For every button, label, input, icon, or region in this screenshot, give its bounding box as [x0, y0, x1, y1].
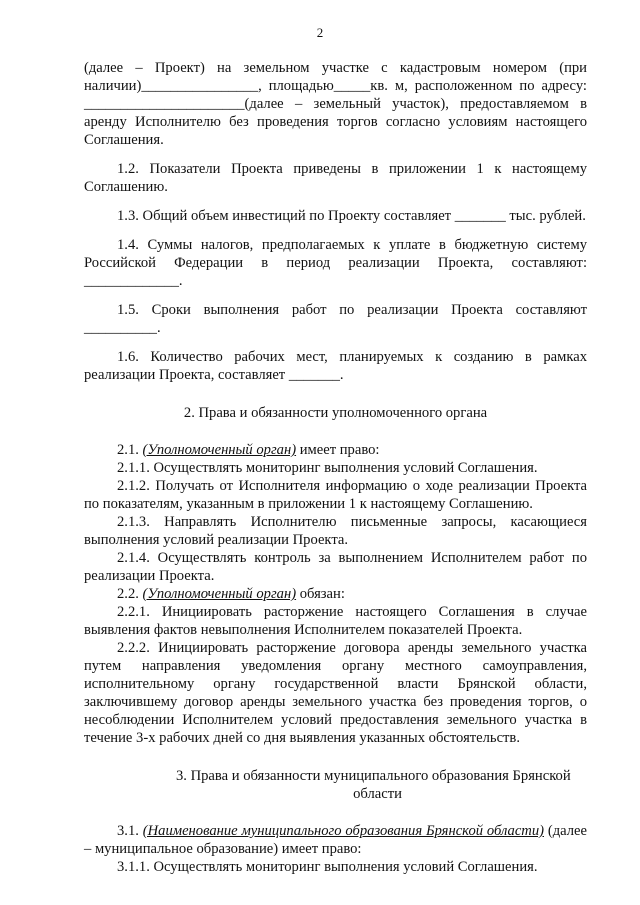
- paragraph-3-1-1: 3.1.1. Осуществлять мониторинг выполнения условий Соглашения.: [117, 859, 538, 875]
- paragraph-2-1-4: 2.1.4. Осуществлять контроль за выполнением Исполнителем работ по реализации Проекта.: [84, 550, 587, 584]
- paragraph-2-1: [84, 441, 587, 459]
- clause-number: 2.1.: [117, 442, 143, 458]
- paragraph-1-6: 1.6. Количество рабочих мест, планируемых к созданию в рамках реализации Проекта, составляет _______.: [84, 349, 587, 383]
- paragraph-3-1: [84, 822, 587, 858]
- section-heading-3: 3. Права и обязанности муниципального образования Брянской области: [176, 768, 571, 802]
- paragraph-1-2: 1.2. Показатели Проекта приведены в приложении 1 к настоящему Соглашению.: [84, 161, 587, 195]
- clause-number: 2.2.: [117, 586, 143, 602]
- paragraph-2-2-1: 2.2.1. Инициировать расторжение настоящего Соглашения в случае выявления фактов невыполнения Исполнителем показателей Проекта.: [84, 604, 587, 638]
- clause-text: (далее – муниципальное образование) имеет право:: [84, 823, 587, 857]
- paragraph-1-4: 1.4. Суммы налогов, предполагаемых к уплате в бюджетную систему Российской Федерации в период реализации Проекта, составляют: _____________.: [84, 237, 587, 289]
- document-body: [84, 59, 587, 876]
- clause-text: имеет право:: [296, 442, 380, 458]
- paragraph-2-1-2: 2.1.2. Получать от Исполнителя информацию о ходе реализации Проекта по показателям, указанным в приложении 1 к настоящему Соглашению.: [84, 478, 587, 512]
- page-number: 2: [316, 25, 324, 40]
- paragraph-2-2: [84, 585, 587, 603]
- section-heading-2: 2. Права и обязанности уполномоченного органа: [183, 405, 488, 421]
- authorized-body-placeholder: (Уполномоченный орган): [142, 442, 297, 458]
- paragraph-2-2-2: 2.2.2. Инициировать расторжение договора аренды земельного участка путем направления уведомления органу местного самоуправления, исполнительному органу государственной власти Брянской области, заключившему договор аренды земельного участка без проведения торгов, о несоблюдении Исполнителем условий предоставления земельного участка в течение 3-х рабочих дней со дня выявления указанных обстоятельств.: [84, 640, 587, 746]
- paragraph-1-3: 1.3. Общий объем инвестиций по Проекту составляет _______ тыс. рублей.: [117, 208, 586, 224]
- clause-text: обязан:: [296, 586, 345, 602]
- paragraph-2-1-3: 2.1.3. Направлять Исполнителю письменные запросы, касающиеся выполнения условий реализации Проекта.: [84, 514, 587, 548]
- municipality-name-placeholder: (Наименование муниципального образования Брянской области): [142, 823, 544, 839]
- authorized-body-placeholder: (Уполномоченный орган): [142, 586, 297, 602]
- clause-number: 3.1.: [117, 823, 143, 839]
- paragraph-intro: (далее – Проект) на земельном участке с кадастровым номером (при наличии)________________, площадью_____кв. м, расположенном по адресу: ______________________(далее – земельный участок), предоставляемом в аренду Исполнителю без проведения торгов согласно условиям настоящего Соглашения.: [84, 60, 587, 148]
- paragraph-1-5: 1.5. Сроки выполнения работ по реализации Проекта составляют __________.: [84, 302, 587, 336]
- paragraph-2-1-1: 2.1.1. Осуществлять мониторинг выполнения условий Соглашения.: [117, 460, 538, 476]
